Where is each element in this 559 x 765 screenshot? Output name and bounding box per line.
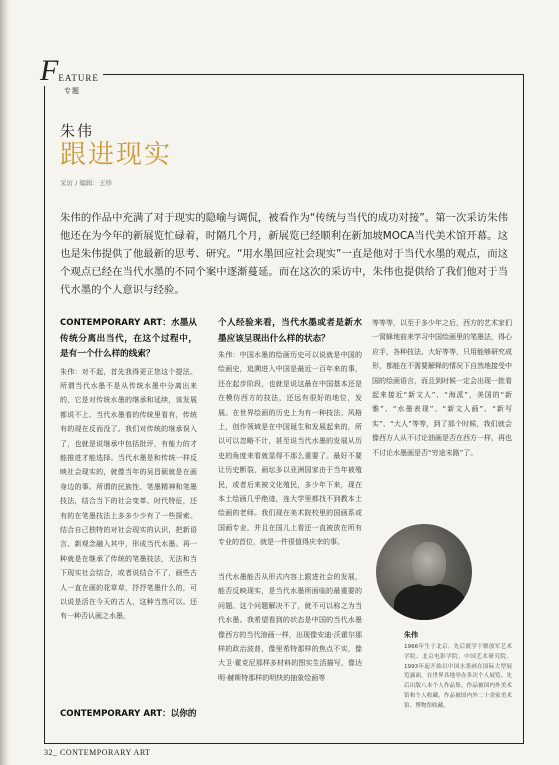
question-2: 个人经验来看，当代水墨或者是新水墨应该呈现出什么样的状态？: [218, 318, 362, 344]
artist-portrait: [376, 524, 472, 620]
lead-paragraph: 朱伟的作品中充满了对于现实的隐喻与调侃，被看作为“传统与当代的成功对接”。第一次采访朱伟他还在为今年的新展览忙碌着，时隔几个月，新展览已经顺利在新加坡MOCA当代美术馆开幕。这也是朱伟提供了他最新的思考、研究。“用水墨回应社会现实”一直是他对于当代水墨的观点，而这个观点已经在当代水墨的不同个案中逐渐蔓延。而在这次的采访中，朱伟也提供给了我们他对于当代水墨的个人意识与经验。: [60, 212, 508, 296]
answer-2-part-1: 朱伟：中国水墨的绘画历史可以说就是中国的绘画史，追溯进入中国是最近一百年来的事，还在起步阶段，也就是说这最在中国基本还是在模仿西方的技法，还远有很好的地位，发展。在世界绘画的历史上为有一种技法、风格上，创作领域是在中国诞生和发展起来的，所以可以忽略不计，甚至说当代水墨的发展从历史的角度来看就显得不那么重要了。最好不要让历史断裂，画坛多以亚洲国家由于当年被殖民，或者后来被文化殖民，多少年下来，现在本土绘画几乎绝迹，连大学里都找不到教本土绘画的老师。我们现在美术院校里的国画系或国画专业，并且在国儿上看还一直被放在所有专业的首位，就是一件很值得庆幸的事。: [218, 351, 362, 547]
artist-name: 朱伟: [60, 122, 95, 140]
article-title: 跟进现实: [60, 140, 173, 170]
column-1-bottom: [60, 707, 200, 725]
caption-name: 朱伟: [404, 631, 418, 639]
feature-cn-label: 专题: [64, 87, 80, 95]
feature-initial: F: [40, 54, 59, 87]
answer-2-continued: 等等等，以至于多少年之后，西方的艺术家们一窝蜂地前来学习中国绘画里的笔墨法，得心应手，各种技法、大好等等，只用能够研究成形，都能在不需要解释的情况下自然地接受中国的绘画语言，而且到时候一定会出现一批看起来接近“新文人”、“海派”，美国的“新雅”、“水墨表现”、“新文人画”、“新写实”、“大人”等等，到了那个时候，我们就会像西方人从不讨论油画是否在西方一样，再也不讨论水墨画是否“穷途末路”了。: [372, 319, 512, 457]
question-1: CONTEMPORARY ART：水墨从传统分离出当代，在这个过程中，是有一个什么样的线索？: [60, 318, 197, 359]
column-3: [372, 316, 512, 460]
portrait-face-shape: [412, 542, 446, 586]
feature-badge: [40, 54, 103, 95]
column-1: [60, 316, 197, 676]
feature-label: EATURE: [58, 73, 99, 83]
page-footer: 32_ CONTEMPORARY ART: [44, 748, 151, 757]
article-credit: 采访 / 编辑：王珍: [60, 179, 112, 187]
question-2-start: CONTEMPORARY ART：以你的: [60, 709, 197, 719]
caption-text: 1966年生于北京。先后就学于解放军艺术学院、北京电影学院、中国艺术研究院。1993年起开始以中国水墨画在国际大型展览露面。在世界各地举办多次个人展览。先后出版八本个人作品集。作品被国内外美术馆和个人收藏。作品被国内外二十余家美术馆、博物馆收藏。: [404, 644, 512, 709]
answer-1: 朱伟：对不起，首先我得更正您这个提法。所谓当代水墨不是从传统水墨中分离出来的，它是对传统水墨的继承和延续，该发展都说不上。当代水墨看的传统里看有，传统有的现在反而没了。我们对传统的继承误入了，也就是说继承中包括批评，有能力的才能推进才能选择。当代水墨是和传统一样反映社会现实的，就像当年的吴昌硕就是在画身边的事。所谓的民族性、笔墨精神和笔墨技法，结合当下的社会变革、时代特征，还有的在笔墨技法上多多少少有了一些探索。结合自己独特的对社会现实的认识，把新语言、新观念融入其中，形成当代水墨。再一种就是在继承了传统的笔墨技法，无法和当下现实社会结合，或者说结合不了，画些古人一直在画的花草草，抒抒笔墨什么的，可以说是活在今天的古人，这种当然可以。还有一种否认画之水墨，: [60, 367, 197, 621]
answer-2-part-2: 当代水墨能否从形式内容上跟进社会的发展，能否反映现实，是当代水墨所面临的最重要的问题。这个问题解决不了，就不可以称之为当代水墨。我希望看到的状态是中国的当代水墨像西方的当代油画一样，出现像安迪·沃霍尔那样的政治波普，像里希特那样的焦点不实，像大卫·霍克尼那样多材料的图实生活描写，像达明·赫斯特那样的明快的抽象绘画等: [218, 573, 362, 682]
portrait-body-shape: [394, 584, 466, 620]
column-2: [218, 316, 362, 682]
page-spine-shadow: [0, 0, 10, 765]
